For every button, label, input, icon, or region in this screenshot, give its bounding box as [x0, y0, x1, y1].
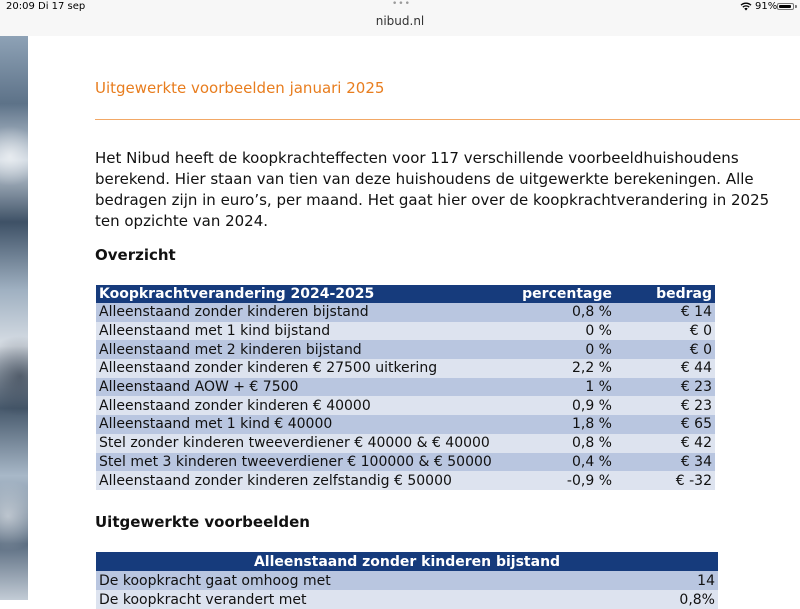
row-amount: € 14	[615, 303, 715, 322]
row-amount: € 65	[615, 415, 715, 434]
row-label: Alleenstaand met 1 kind € 40000	[96, 415, 513, 434]
table-row	[96, 453, 715, 472]
title-divider	[95, 119, 800, 120]
row-label: Alleenstaand met 1 kind bijstand	[96, 322, 513, 341]
row-amount: € 44	[615, 359, 715, 378]
row-label: Stel zonder kinderen tweeverdiener € 40000 & € 40000	[96, 434, 513, 453]
table-header-row	[96, 552, 718, 571]
table-row	[96, 378, 715, 397]
wifi-icon	[740, 2, 752, 11]
row-label: Stel met 3 kinderen tweeverdiener € 100000 & € 50000	[96, 453, 513, 472]
row-percentage: -0,9 %	[513, 471, 615, 490]
table-row	[96, 340, 715, 359]
row-label: Alleenstaand zonder kinderen bijstand	[96, 303, 513, 322]
row-percentage: 0,4 %	[513, 453, 615, 472]
row-percentage: 1,8 %	[513, 415, 615, 434]
battery-cap	[795, 5, 797, 8]
status-time: 20:09	[6, 1, 35, 12]
status-bar	[0, 0, 800, 36]
battery-level-fill	[779, 5, 791, 8]
row-label: Alleenstaand zonder kinderen zelfstandig € 50000	[96, 471, 513, 490]
battery-icon	[777, 3, 794, 10]
multitasking-dots-icon[interactable]: •••	[392, 0, 411, 9]
row-amount: € 0	[615, 322, 715, 341]
uitgewerkte-voorbeelden-heading: Uitgewerkte voorbeelden	[95, 513, 310, 531]
row-percentage: 2,2 %	[513, 359, 615, 378]
example-title: Alleenstaand zonder kinderen bijstand	[96, 552, 718, 571]
row-label: Alleenstaand zonder kinderen € 27500 uitkering	[96, 359, 513, 378]
address-bar-url[interactable]: nibud.nl	[375, 14, 425, 28]
background-decoration	[0, 36, 28, 600]
row-value: 0,8%	[625, 590, 718, 609]
row-label: De koopkracht gaat omhoog met	[96, 571, 625, 590]
row-percentage: 1 %	[513, 378, 615, 397]
column-header-household: Koopkrachtverandering 2024-2025	[96, 285, 513, 303]
overzicht-heading: Overzicht	[95, 246, 176, 264]
table-header-row	[96, 285, 715, 303]
row-amount: € 0	[615, 340, 715, 359]
status-date: Di 17 sep	[38, 1, 86, 12]
row-label: De koopkracht verandert met	[96, 590, 625, 609]
koopkracht-overview-table	[96, 285, 715, 490]
page-title: Uitgewerkte voorbeelden januari 2025	[95, 79, 385, 97]
table-row	[96, 322, 715, 341]
table-row	[96, 434, 715, 453]
example-detail-table	[96, 552, 718, 609]
row-amount: € 34	[615, 453, 715, 472]
intro-paragraph: Het Nibud heeft de koopkrachteffecten voor 117 verschillende voorbeeldhuishoudens berekend. Hier staan van tien van deze huishoudens de uitgewerkte berekeningen. Alle bedragen zijn in euro’s, per maand. Het gaat hier over de koopkrachtverandering in 2025 ten opzichte van 2024.	[95, 149, 770, 230]
table-row	[96, 359, 715, 378]
row-value: 14	[625, 571, 718, 590]
table-row	[96, 415, 715, 434]
row-amount: € 23	[615, 396, 715, 415]
row-label: Alleenstaand met 2 kinderen bijstand	[96, 340, 513, 359]
table-row	[96, 303, 715, 322]
battery-percentage: 91%	[755, 1, 778, 12]
row-percentage: 0,8 %	[513, 303, 615, 322]
page-content	[28, 36, 800, 608]
row-percentage: 0 %	[513, 322, 615, 341]
row-amount: € 23	[615, 378, 715, 397]
column-header-percentage: percentage	[513, 285, 615, 303]
row-amount: € 42	[615, 434, 715, 453]
table-row	[96, 571, 718, 590]
table-row	[96, 396, 715, 415]
row-percentage: 0,9 %	[513, 396, 615, 415]
row-percentage: 0,8 %	[513, 434, 615, 453]
row-label: Alleenstaand AOW + € 7500	[96, 378, 513, 397]
column-header-amount: bedrag	[615, 285, 715, 303]
table-row	[96, 471, 715, 490]
row-label: Alleenstaand zonder kinderen € 40000	[96, 396, 513, 415]
row-amount: € -32	[615, 471, 715, 490]
row-percentage: 0 %	[513, 340, 615, 359]
